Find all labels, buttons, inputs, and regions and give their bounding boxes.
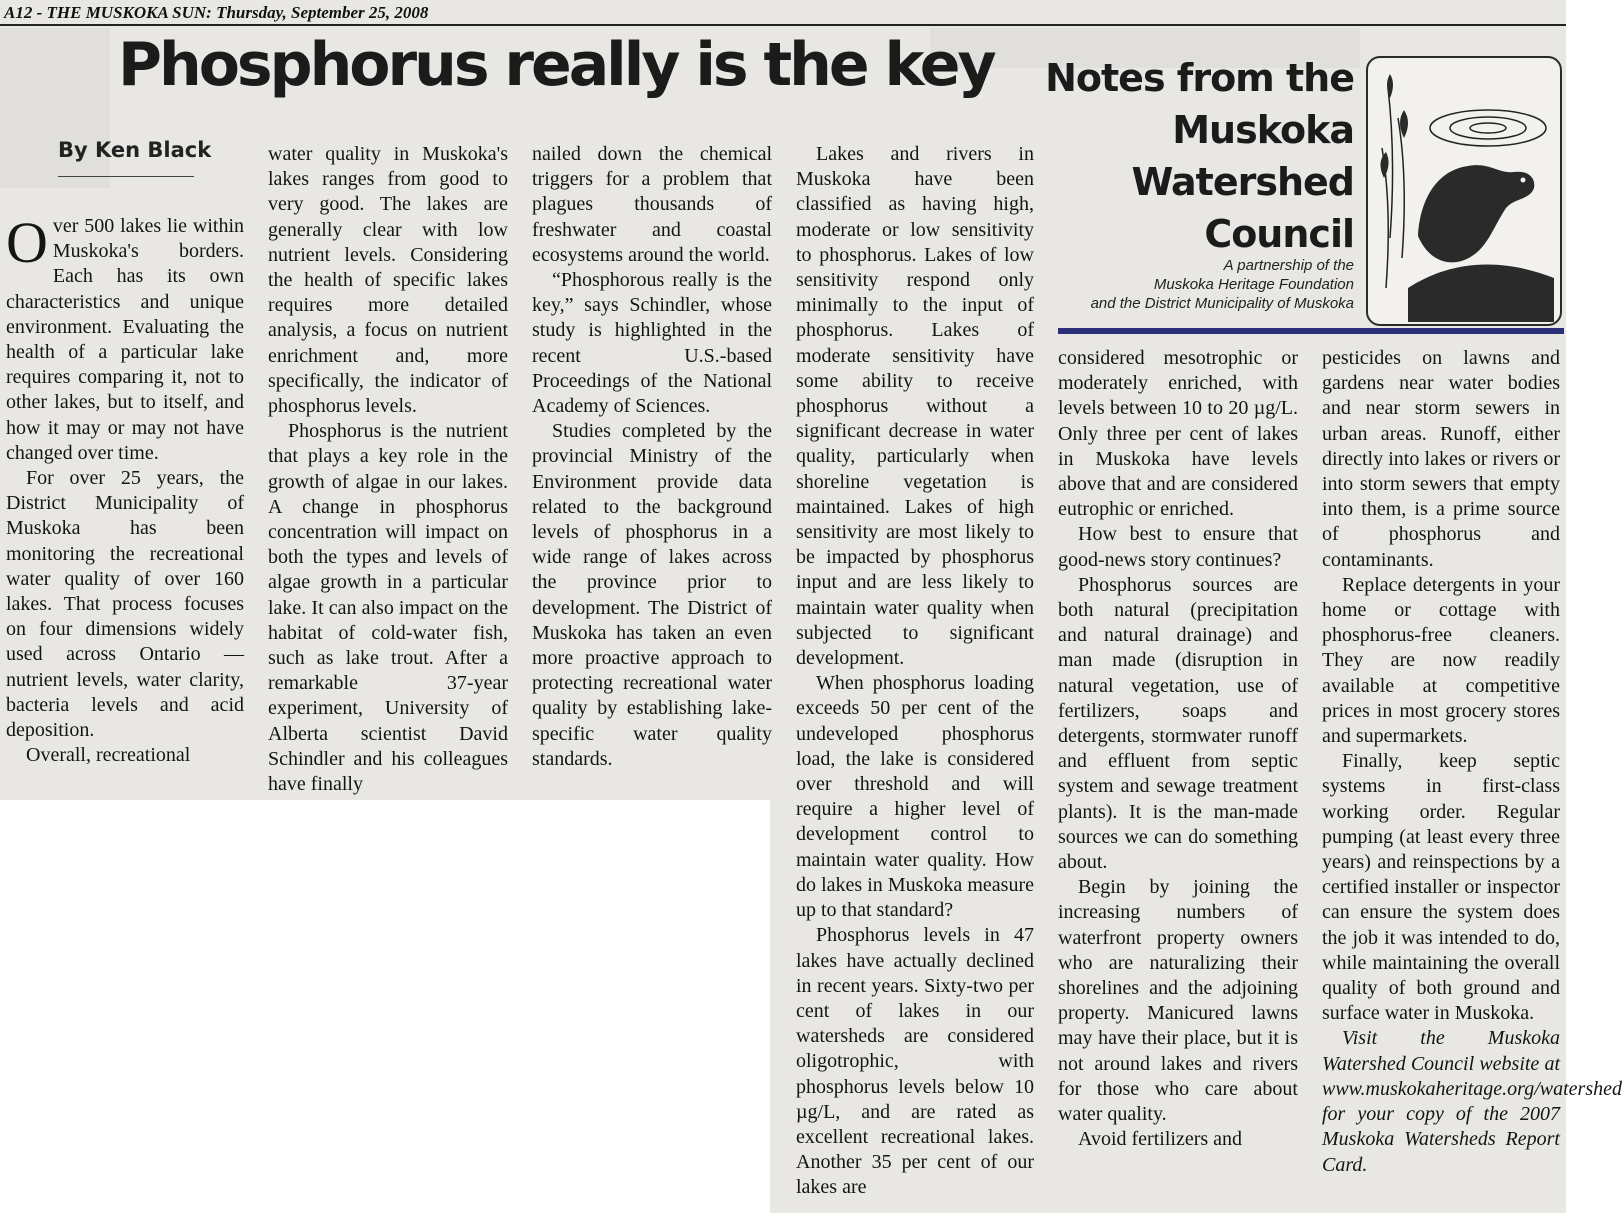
paragraph: Studies completed by the provincial Ministry of the Environment provide data related to the background levels of phosphorus in a wide range of lakes across the province prior to development. The District of Muskoka has taken an even more proactive approach to protecting recreational water quality by establishing lake-specific water quality standards. [532, 420, 772, 770]
byline-rule [58, 176, 194, 177]
notes-subtitle-line: A partnership of the [1223, 257, 1354, 274]
article-column-1 [6, 210, 244, 768]
paragraph [6, 210, 244, 466]
paragraph-text: ver 500 lakes lie within Muskoka's borders. Each has its own characteristics and unique environment. Evaluating the health of a particular lake requires comparing it, not to other lakes, but to itself, and how it may or may not have changed over time. [6, 215, 244, 464]
byline: By Ken Black [58, 138, 212, 162]
article-column-6 [1322, 346, 1622, 1178]
paragraph: nailed down the chemical triggers for a problem that plagues thousands of freshwater and coastal ecosystems around the world. [532, 143, 772, 266]
paragraph: Overall, recreational [26, 744, 191, 767]
paragraph: How best to ensure that good-news story continues? [1058, 523, 1298, 571]
notes-title-line: Muskoka [1172, 108, 1354, 152]
article-column-3 [532, 142, 772, 772]
notes-accent-bar [1058, 328, 1564, 334]
paragraph: Finally, keep septic systems in first-class working order. Regular pumping (at least every three years) and reinspections by a certified installer or inspector can ensure the system does the job it was intended to do, while maintaining the overall quality of both ground and surface water in Muskoka. [1322, 750, 1560, 1025]
notes-title-line: Watershed [1131, 160, 1354, 204]
paragraph: Phosphorus is the nutrient that plays a key role in the growth of algae in our lakes. A change in phosphorus concentration will impact on both the types and levels of algae growth in a particular lake. It can also impact on the habitat of cold-water fish, such as lake trout. After a remarkable 37-year experiment, University of Alberta scientist David Schindler and his colleagues have finally [268, 420, 508, 796]
paragraph: pesticides on lawns and gardens near water bodies and near storm sewers in urban areas. Runoff, either directly into lakes or rivers or into storm sewers that empty into them, is a prime source of phosphorus and contaminants. [1322, 347, 1560, 571]
paragraph: Avoid fertilizers and [1078, 1128, 1243, 1151]
paragraph: Phosphorus levels in 47 lakes have actually declined in recent years. Sixty-two per cent of lakes in our watersheds are considered oligotrophic, with phosphorus levels below 10 µg/L, and are rated as excellent recreational lakes. Another 35 per cent of our lakes are [796, 924, 1034, 1199]
drop-cap: O [6, 210, 48, 275]
article-column-4 [796, 142, 1034, 1201]
paragraph: water quality in Muskoka's lakes ranges from good to very good. The lakes are generally clear with low nutrient levels. Considering the health of specific lakes requires more detailed analysis, a focus on nutrient enrichment and, more specifically, the indicator of phosphorus levels. [268, 143, 508, 418]
notes-title-line: Notes from the [1045, 56, 1354, 100]
notes-subtitle [1091, 256, 1354, 313]
notes-title [1045, 52, 1354, 260]
paragraph: Visit the Muskoka Watershed Council website at www.muskokaheritage.org/watershed for your copy of the 2007 Muskoka Watersheds Report Card. [1322, 1027, 1622, 1176]
paragraph: Lakes and rivers in Muskoka have been classified as having high, moderate or low sensitivity to phosphorus. Lakes of low sensitivity respond only minimally to the input of phosphorus. Lakes of moderate sensitivity have some ability to receive phosphorus without a significant decrease in water quality, particularly when shoreline vegetation is maintained. Lakes of high sensitivity are most likely to be impacted by phosphorus input and are less likely to maintain water quality when subjected to significant development. [796, 143, 1034, 670]
paragraph: For over 25 years, the District Municipality of Muskoka has been monitoring the recreational water quality of over 160 lakes. That process focuses on four dimensions widely used across Ontario — nutrient levels, water clarity, bacteria levels and acid deposition. [6, 467, 244, 742]
paragraph: When phosphorus loading exceeds 50 per cent of the undeveloped phosphorus load, the lake is considered over threshold and will require a higher level of development control to maintain water quality. How do lakes in Muskoka measure up to that standard? [796, 672, 1034, 922]
notes-title-line: Council [1204, 212, 1354, 256]
masthead: A12 - THE MUSKOKA SUN: Thursday, September 25, 2008 [4, 3, 429, 22]
paragraph: considered mesotrophic or moderately enriched, with levels between 10 to 20 µg/L. Only three per cent of lakes in Muskoka have levels above that and are considered eutrophic or enriched. [1058, 347, 1298, 521]
watershed-council-logo [1366, 56, 1562, 326]
paragraph: Replace detergents in your home or cottage with phosphorus-free cleaners. They are now readily available at competitive prices in most grocery stores and supermarkets. [1322, 573, 1560, 748]
article-column-2 [268, 142, 508, 797]
paragraph: Phosphorus sources are both natural (precipitation and natural drainage) and man made (disruption in natural vegetation, use of fertilizers, soaps and detergents, stormwater runoff and effluent from septic system and sewage treatment plants). It is the man-made sources we can do something about. [1058, 573, 1298, 874]
paragraph: Begin by joining the increasing numbers of waterfront property owners who are naturalizing their shorelines and the adjoining property. Manicured lawns may have their place, but it is not around lakes and rivers for those who care about water quality. [1058, 876, 1298, 1126]
notes-subtitle-line: Muskoka Heritage Foundation [1153, 276, 1354, 293]
masthead-rule [0, 24, 1566, 26]
paragraph: “Phosphorous really is the key,” says Schindler, whose study is highlighted in the recent U.S.-based Proceedings of the National Academy of Sciences. [532, 269, 772, 418]
bleed-through-left [0, 28, 110, 188]
article-column-5 [1058, 346, 1298, 1153]
headline: Phosphorus really is the key [118, 30, 994, 100]
notes-subtitle-line: and the District Municipality of Muskoka [1090, 295, 1354, 312]
otter-icon [1368, 58, 1560, 324]
